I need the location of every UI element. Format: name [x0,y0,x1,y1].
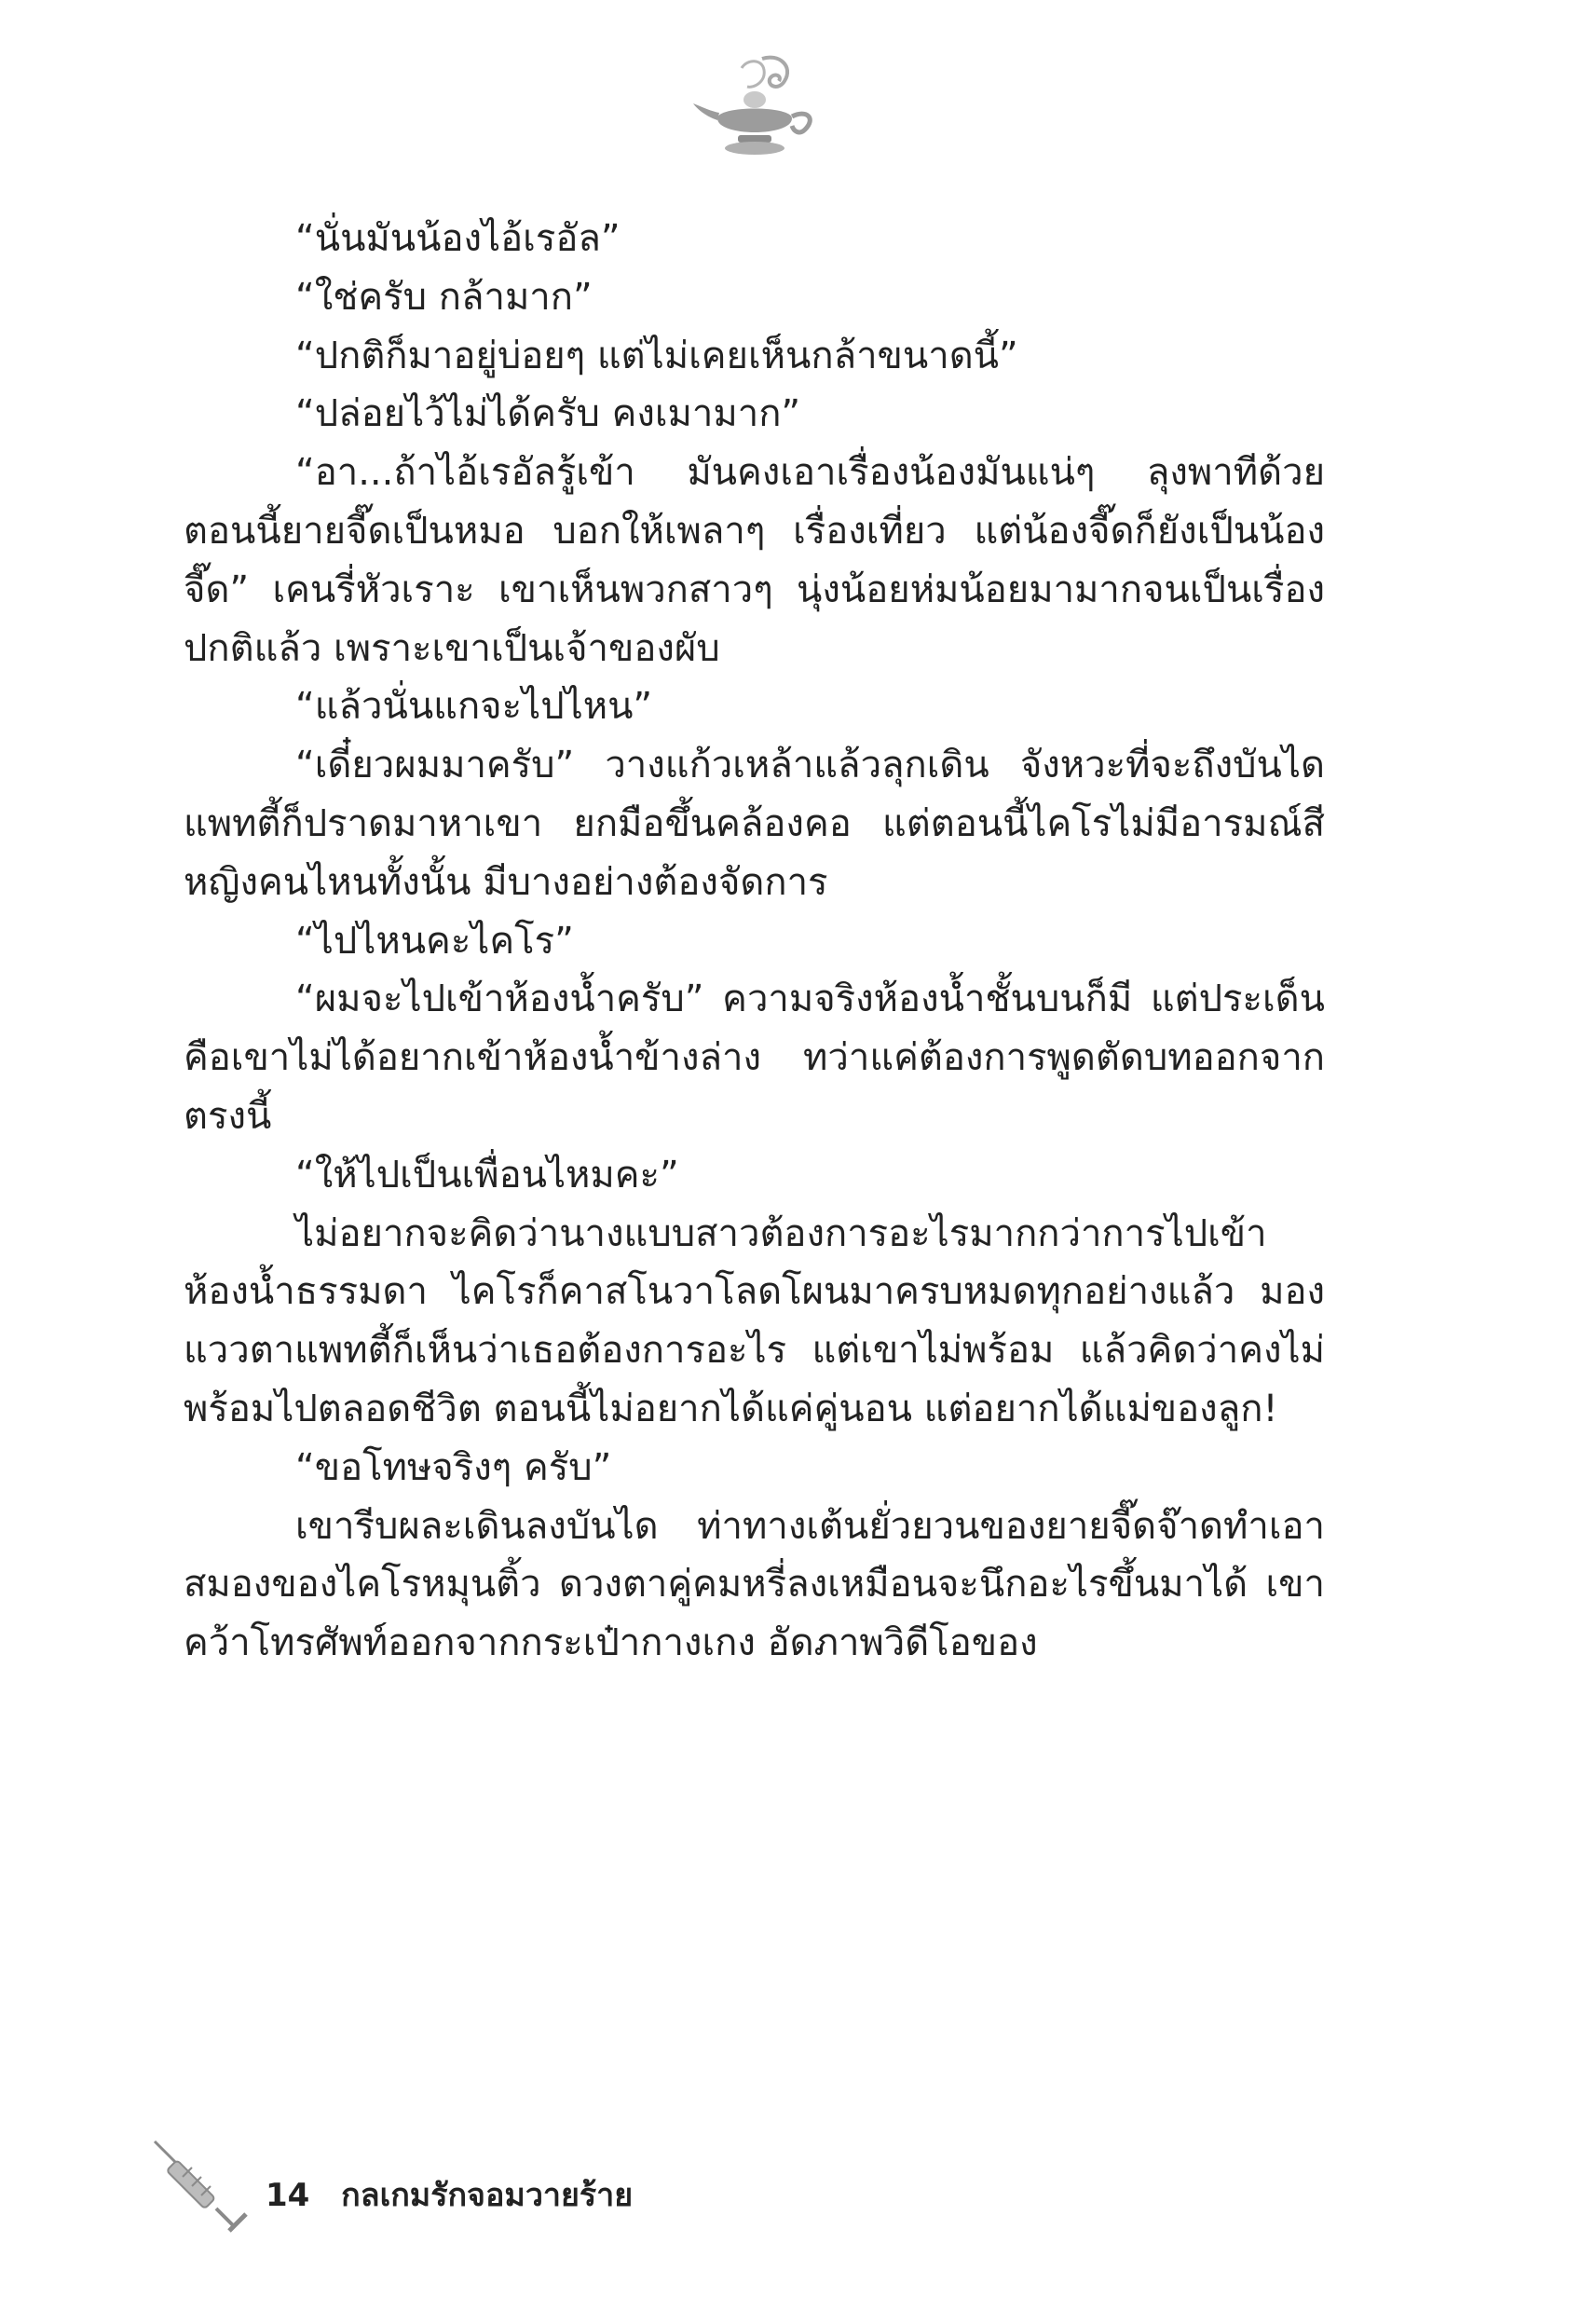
book-title: กลเกมรักจอมวายร้าย [341,2177,634,2214]
syringe-icon [149,2134,252,2236]
paragraph: “แล้วนั่นแกจะไปไหน” [295,685,653,729]
paragraph: “ไปไหนคะไคโร” [295,919,574,963]
paragraph: เขารีบผละเดินลงบันได ท่าทางเต้นยั่วยวนของยายจี๊ดจ๊าดทำเอาสมองของไคโรหมุนติ้ว ดวงตาคู่คมหรี่ลงเหมือนจะนึกอะไรขึ้นมาได้ เขาคว้าโทรศัพท์ออกจากกระเป๋ากางเกง อัดภาพวิดีโอของ [184,1504,1325,1665]
paragraph: “ให้ไปเป็นเพื่อนไหมคะ” [295,1153,679,1197]
paragraph: “ผมจะไปเข้าห้องน้ำครับ” ความจริงห้องน้ำชั้นบนก็มี แต่ประเด็นคือเขาไม่ได้อยากเข้าห้องน้ำข้างล่าง ทว่าแค่ต้องการพูดตัดบทออกจากตรงนี้ [184,978,1325,1138]
paragraph: “ปล่อยไว้ไม่ได้ครับ คงเมามาก” [295,392,801,436]
page-footer [149,2134,801,2236]
paragraph: ไม่อยากจะคิดว่านางแบบสาวต้องการอะไรมากกว่าการไปเข้าห้องน้ำธรรมดา ไคโรก็คาสโนวาโลดโผนมาครบหมดทุกอย่างแล้ว มองแววตาแพทตี้ก็เห็นว่าเธอต้องการอะไร แต่เขาไม่พร้อม แล้วคิดว่าคงไม่พร้อมไปตลอดชีวิต ตอนนี้ไม่อยากได้แค่คู่นอน แต่อยากได้แม่ของลูก! [184,1211,1325,1430]
paragraph: “นั่นมันน้องไอ้เรอัล” [295,217,621,260]
body-text [184,210,1325,1673]
paragraph: “ขอโทษจริงๆ ครับ” [295,1445,612,1489]
genie-lamp-icon [689,51,820,163]
footer-text [266,2169,633,2220]
paragraph: “ปกติก็มาอยู่บ่อยๆ แต่ไม่เคยเห็นกล้าขนาดนี้” [295,334,1018,377]
paragraph: “เดี๋ยวผมมาครับ” วางแก้วเหล้าแล้วลุกเดิน จังหวะที่จะถึงบันไดแพทตี้ก็ปราดมาหาเขา ยกมือขึ้นคล้องคอ แต่ตอนนี้ไคโรไม่มีอารมณ์สีหญิงคนไหนทั้งนั้น มีบางอย่างต้องจัดการ [184,744,1325,904]
paragraph: “ใช่ครับ กล้ามาก” [295,275,593,319]
page-number: 14 [266,2177,310,2214]
paragraph: “อา...ถ้าไอ้เรอัลรู้เข้า มันคงเอาเรื่องน้องมันแน่ๆ ลุงพาทีด้วย ตอนนี้ยายจี๊ดเป็นหมอ บอกให้เพลาๆ เรื่องเที่ยว แต่น้องจี๊ดก็ยังเป็นน้องจี๊ด” เคนรี่หัวเราะ เขาเห็นพวกสาวๆ นุ่งน้อยห่มน้อยมามากจนเป็นเรื่องปกติแล้ว เพราะเขาเป็นเจ้าของผับ [184,451,1325,670]
